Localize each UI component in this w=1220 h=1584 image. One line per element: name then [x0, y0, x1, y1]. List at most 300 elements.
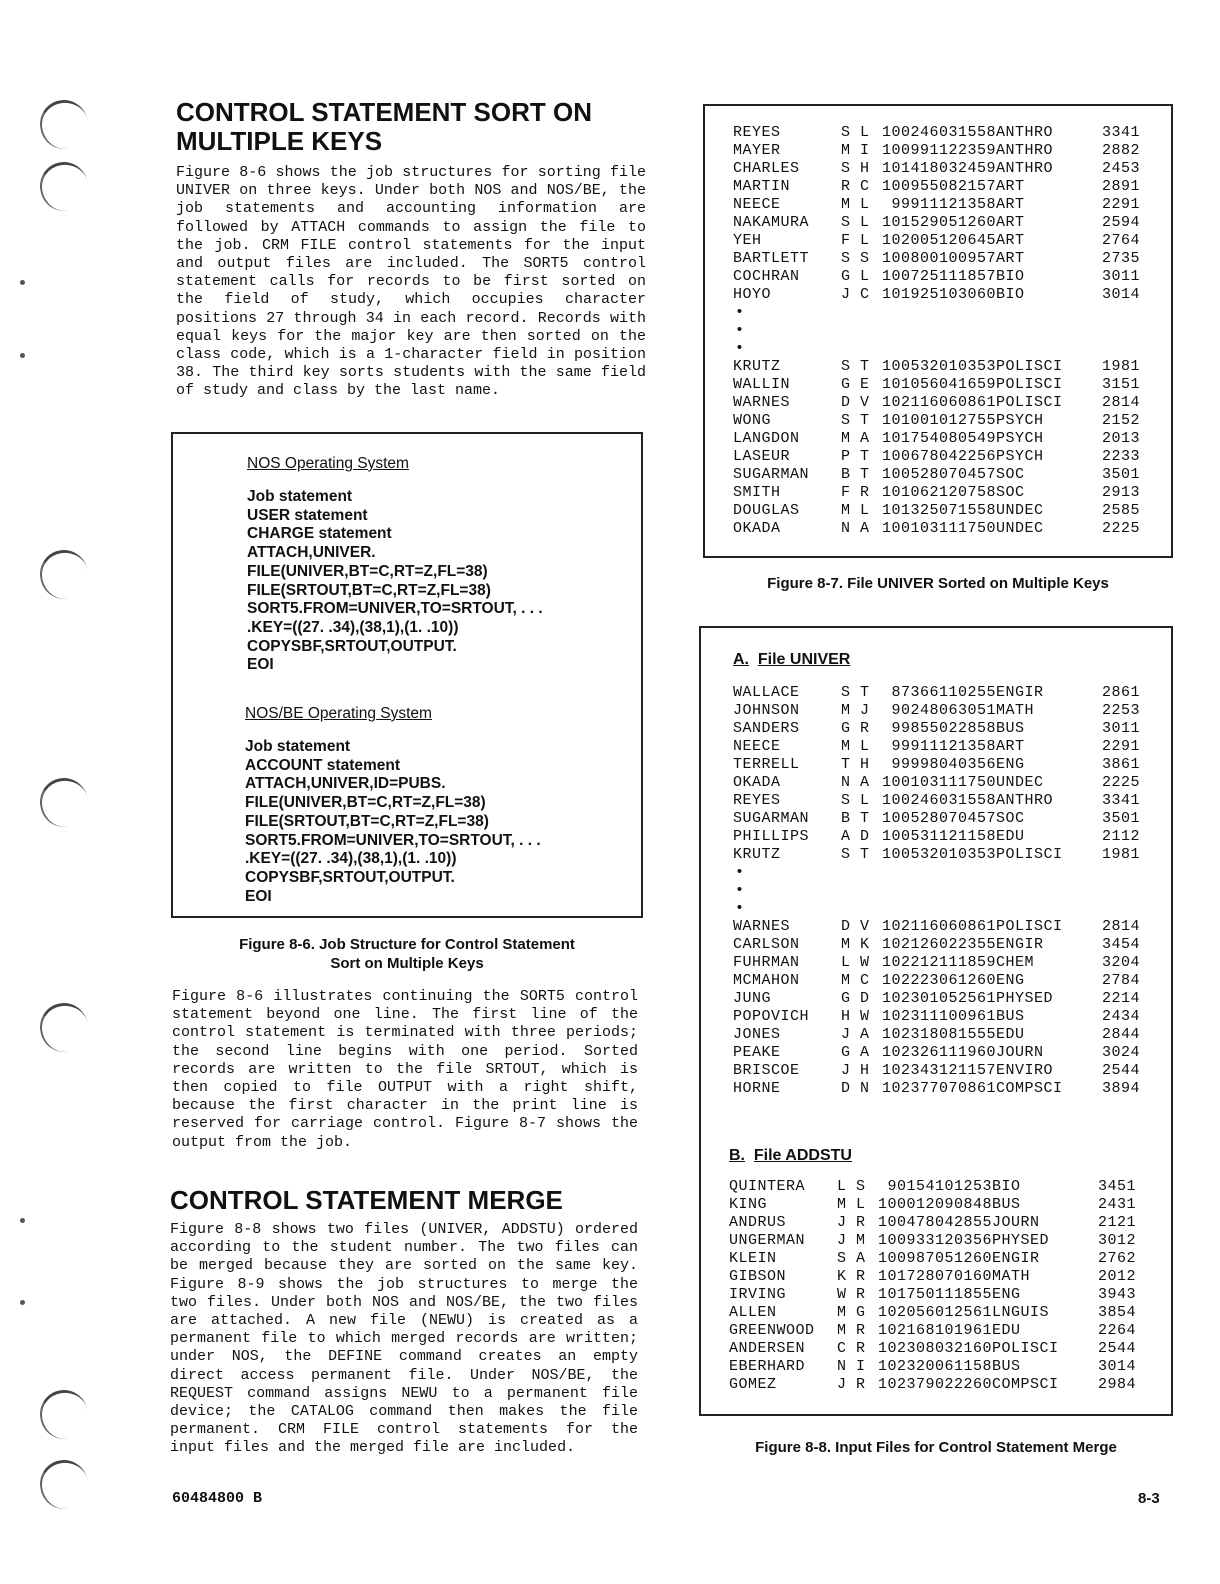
first-initial: J	[837, 1214, 847, 1231]
class-code: I	[856, 1358, 866, 1375]
record-data: 101750111855ENG	[878, 1286, 1021, 1303]
record-row	[733, 502, 1146, 520]
class-code: R	[856, 1286, 866, 1303]
student-name: SUGARMAN	[733, 810, 810, 827]
record-data: 101056041659POLISCI	[882, 376, 1063, 393]
record-data: 100987051260ENGIR	[878, 1250, 1040, 1267]
record-data: 100246031558ANTHRO	[882, 124, 1054, 141]
student-name: PEAKE	[733, 1044, 781, 1061]
first-initial: B	[841, 810, 851, 827]
student-name: CARLSON	[733, 936, 800, 953]
class-code: R	[856, 1214, 866, 1231]
binder-hole	[36, 96, 92, 153]
student-name: MCMAHON	[733, 972, 800, 989]
student-id: 2762	[1098, 1250, 1137, 1267]
first-initial: H	[841, 1008, 851, 1025]
record-row	[733, 178, 1146, 196]
record-row	[733, 756, 1146, 774]
record-data: 100532010353POLISCI	[882, 846, 1063, 863]
student-id: 2861	[1102, 684, 1141, 701]
student-name: NAKAMURA	[733, 214, 810, 231]
student-id: 2735	[1102, 250, 1141, 267]
record-row	[729, 1268, 1142, 1286]
record-data: 100012090848BUS	[878, 1196, 1021, 1213]
records-table	[733, 684, 1146, 864]
record-data: 99911121358ART	[882, 738, 1025, 755]
first-initial: S	[837, 1250, 847, 1267]
student-name: GREENWOOD	[729, 1322, 815, 1339]
class-code: N	[860, 1080, 870, 1097]
class-code: D	[860, 990, 870, 1007]
student-name: KING	[729, 1196, 768, 1213]
student-id: 3454	[1102, 936, 1141, 953]
student-name: OKADA	[733, 520, 781, 537]
binder-hole	[36, 1386, 92, 1443]
first-initial: C	[837, 1340, 847, 1357]
first-initial: R	[841, 178, 851, 195]
record-row	[733, 448, 1146, 466]
first-initial: D	[841, 394, 851, 411]
student-id: 3014	[1102, 286, 1141, 303]
record-row	[733, 412, 1146, 430]
class-code: R	[860, 720, 870, 737]
record-data: 101529051260ART	[882, 214, 1025, 231]
record-row	[733, 268, 1146, 286]
record-data: 102318081555EDU	[882, 1026, 1025, 1043]
nos-title: NOS Operating System	[247, 455, 409, 472]
student-name: BARTLETT	[733, 250, 810, 267]
student-id: 2434	[1102, 1008, 1141, 1025]
student-id: 2233	[1102, 448, 1141, 465]
student-id: 2984	[1098, 1376, 1137, 1393]
binder-hole	[36, 1456, 92, 1513]
first-initial: K	[837, 1268, 847, 1285]
job-line: ACCOUNT statement	[245, 756, 401, 774]
job-line: COPYSBF,SRTOUT,OUTPUT.	[247, 637, 457, 655]
record-row	[733, 702, 1146, 720]
student-id: 2814	[1102, 918, 1141, 935]
first-initial: M	[837, 1322, 847, 1339]
record-row	[733, 774, 1146, 792]
student-name: MAYER	[733, 142, 781, 159]
student-name: JUNG	[733, 990, 772, 1007]
student-name: FUHRMAN	[733, 954, 800, 971]
section-name: File ADDSTU	[753, 1147, 852, 1164]
record-data: 102005120645ART	[882, 232, 1025, 249]
record-data: 101418032459ANTHRO	[882, 160, 1054, 177]
record-data: 102116060861POLISCI	[882, 394, 1063, 411]
student-name: SUGARMAN	[733, 466, 810, 483]
student-name: DOUGLAS	[733, 502, 800, 519]
student-name: WALLIN	[733, 376, 791, 393]
job-line: Job statement	[245, 738, 351, 755]
class-code: T	[860, 684, 870, 701]
record-data: 102223061260ENG	[882, 972, 1025, 989]
student-name: OKADA	[733, 774, 781, 791]
first-initial: S	[841, 214, 851, 231]
section-merge	[170, 1186, 638, 1458]
first-initial: P	[841, 448, 851, 465]
ellipsis-dot: •	[735, 304, 745, 321]
record-row	[729, 1304, 1142, 1322]
student-id: 2764	[1102, 232, 1141, 249]
file-addstu-title	[729, 1146, 1142, 1166]
student-name: REYES	[733, 124, 781, 141]
student-id: 2214	[1102, 990, 1141, 1007]
record-data: 102377070861COMPSCI	[882, 1080, 1063, 1097]
record-row	[733, 484, 1146, 502]
record-data: 100103111750UNDEC	[882, 774, 1044, 791]
first-initial: M	[841, 142, 851, 159]
record-row	[733, 792, 1146, 810]
student-name: ALLEN	[729, 1304, 777, 1321]
class-code: H	[860, 1062, 870, 1079]
binder-hole	[36, 999, 92, 1056]
record-row	[733, 286, 1146, 304]
student-id: 3204	[1102, 954, 1141, 971]
student-name: GIBSON	[729, 1268, 787, 1285]
first-initial: M	[837, 1304, 847, 1321]
first-initial: B	[841, 466, 851, 483]
margin-dot	[20, 1300, 25, 1305]
class-code: C	[860, 178, 870, 195]
student-id: 3014	[1098, 1358, 1137, 1375]
record-row	[733, 142, 1146, 160]
student-name: LANGDON	[733, 430, 800, 447]
student-name: MARTIN	[733, 178, 791, 195]
class-code: L	[860, 502, 870, 519]
page-number: 8-3	[1138, 1490, 1160, 1507]
record-row	[733, 520, 1146, 538]
student-name: WARNES	[733, 394, 791, 411]
student-id: 3501	[1102, 466, 1141, 483]
figure-8-6-caption	[171, 935, 643, 973]
student-name: SMITH	[733, 484, 781, 501]
first-initial: J	[841, 1026, 851, 1043]
student-id: 2913	[1102, 484, 1141, 501]
record-data: 100531121158EDU	[882, 828, 1025, 845]
ellipsis-dot: •	[735, 322, 745, 339]
student-id: 3861	[1102, 756, 1141, 773]
student-id: 3012	[1098, 1232, 1137, 1249]
class-code: C	[860, 286, 870, 303]
record-row	[733, 376, 1146, 394]
student-name: SANDERS	[733, 720, 800, 737]
record-data: 102320061158BUS	[878, 1358, 1021, 1375]
caption-line1: Figure 8-6. Job Structure for Control Statement	[239, 936, 575, 953]
first-initial: G	[841, 376, 851, 393]
record-row	[729, 1250, 1142, 1268]
student-id: 3151	[1102, 376, 1141, 393]
record-row	[733, 828, 1146, 846]
record-data: 100103111750UNDEC	[882, 520, 1044, 537]
record-row	[733, 1044, 1146, 1062]
job-line: FILE(UNIVER,BT=C,RT=Z,FL=38)	[247, 562, 488, 580]
record-row	[733, 720, 1146, 738]
first-initial: T	[841, 756, 851, 773]
section-title-line2: MULTIPLE KEYS	[176, 126, 383, 156]
student-name: YEH	[733, 232, 762, 249]
class-code: K	[860, 936, 870, 953]
student-id: 2264	[1098, 1322, 1137, 1339]
student-id: 2225	[1102, 774, 1141, 791]
first-initial: S	[841, 250, 851, 267]
class-code: T	[860, 466, 870, 483]
first-initial: S	[841, 124, 851, 141]
job-line: FILE(SRTOUT,BT=C,RT=Z,FL=38)	[247, 581, 491, 599]
record-data: 102056012561LNGUIS	[878, 1304, 1050, 1321]
record-data: 102308032160POLISCI	[878, 1340, 1059, 1357]
record-row	[733, 972, 1146, 990]
first-initial: J	[841, 286, 851, 303]
class-code: W	[860, 954, 870, 971]
first-initial: G	[841, 720, 851, 737]
student-id: 2013	[1102, 430, 1141, 447]
student-id: 2585	[1102, 502, 1141, 519]
records-table	[733, 358, 1146, 538]
student-name: BRISCOE	[733, 1062, 800, 1079]
record-row	[733, 918, 1146, 936]
job-line: .KEY=((27. .34),(38,1),(1. .10))	[245, 850, 457, 868]
margin-dot	[20, 353, 25, 358]
record-data: 90248063051MATH	[882, 702, 1035, 719]
class-code: H	[860, 160, 870, 177]
student-id: 3341	[1102, 792, 1141, 809]
record-row	[733, 1026, 1146, 1044]
record-data: 100991122359ANTHRO	[882, 142, 1054, 159]
section-label: A.	[733, 651, 749, 668]
student-id: 2012	[1098, 1268, 1137, 1285]
first-initial: J	[841, 1062, 851, 1079]
first-initial: N	[841, 520, 851, 537]
record-row	[733, 990, 1146, 1008]
record-row	[733, 1080, 1146, 1098]
student-id: 3011	[1102, 720, 1141, 737]
record-data: 102126022355ENGIR	[882, 936, 1044, 953]
class-code: I	[860, 142, 870, 159]
class-code: R	[856, 1340, 866, 1357]
ellipsis-dot: •	[735, 864, 745, 881]
file-univer-title	[733, 650, 1146, 670]
student-name: TERRELL	[733, 756, 800, 773]
first-initial: M	[841, 502, 851, 519]
record-data: 102301052561PHYSED	[882, 990, 1054, 1007]
record-row	[729, 1376, 1142, 1394]
nos-job-structure	[247, 454, 637, 675]
record-data: 102343121157ENVIRO	[882, 1062, 1054, 1079]
class-code: L	[860, 232, 870, 249]
record-data: 100933120356PHYSED	[878, 1232, 1050, 1249]
student-name: HORNE	[733, 1080, 781, 1097]
first-initial: N	[837, 1358, 847, 1375]
record-data: 102212111859CHEM	[882, 954, 1035, 971]
class-code: A	[856, 1250, 866, 1267]
student-id: 2112	[1102, 828, 1141, 845]
class-code: S	[856, 1178, 866, 1195]
class-code: T	[860, 448, 870, 465]
figure-8-8-box	[699, 626, 1173, 1416]
section-title-line1: CONTROL STATEMENT SORT ON	[176, 97, 592, 127]
student-id: 2544	[1098, 1340, 1137, 1357]
margin-dot	[20, 1218, 25, 1223]
class-code: L	[860, 792, 870, 809]
binder-hole	[36, 546, 92, 603]
class-code: L	[860, 214, 870, 231]
first-initial: M	[841, 196, 851, 213]
student-id: 1981	[1102, 846, 1141, 863]
first-initial: D	[841, 918, 851, 935]
class-code: L	[860, 196, 870, 213]
class-code: T	[860, 846, 870, 863]
record-data: 100532010353POLISCI	[882, 358, 1063, 375]
record-row	[729, 1196, 1142, 1214]
student-id: 2891	[1102, 178, 1141, 195]
record-row	[733, 954, 1146, 972]
job-line: COPYSBF,SRTOUT,OUTPUT.	[245, 868, 455, 886]
first-initial: L	[841, 954, 851, 971]
record-row	[729, 1322, 1142, 1340]
record-data: 99855022858BUS	[882, 720, 1025, 737]
student-name: NEECE	[733, 738, 781, 755]
class-code: T	[860, 810, 870, 827]
record-data: 100528070457SOC	[882, 466, 1025, 483]
class-code: A	[860, 1044, 870, 1061]
class-code: L	[860, 268, 870, 285]
class-code: T	[860, 412, 870, 429]
document-number: 60484800 B	[172, 1490, 263, 1507]
student-name: REYES	[733, 792, 781, 809]
record-row	[733, 232, 1146, 250]
record-row	[733, 160, 1146, 178]
class-code: R	[856, 1268, 866, 1285]
first-initial: D	[841, 1080, 851, 1097]
first-initial: G	[841, 1044, 851, 1061]
record-row	[733, 810, 1146, 828]
record-row	[733, 846, 1146, 864]
student-name: WARNES	[733, 918, 791, 935]
record-data: 101001012755PSYCH	[882, 412, 1044, 429]
record-row	[733, 936, 1146, 954]
record-row	[733, 430, 1146, 448]
caption-line2: Sort on Multiple Keys	[330, 955, 484, 972]
first-initial: J	[837, 1376, 847, 1393]
record-row	[729, 1340, 1142, 1358]
class-code: V	[860, 394, 870, 411]
student-name: UNGERMAN	[729, 1232, 806, 1249]
student-name: GOMEZ	[729, 1376, 777, 1393]
record-data: 102116060861POLISCI	[882, 918, 1063, 935]
records-table	[733, 124, 1146, 304]
record-data: 100246031558ANTHRO	[882, 792, 1054, 809]
student-name: HOYO	[733, 286, 772, 303]
first-initial: W	[837, 1286, 847, 1303]
class-code: M	[856, 1232, 866, 1249]
student-id: 1981	[1102, 358, 1141, 375]
job-line: ATTACH,UNIVER.	[247, 544, 376, 562]
student-id: 2225	[1102, 520, 1141, 537]
student-id: 3451	[1098, 1178, 1137, 1195]
class-code: R	[860, 484, 870, 501]
record-row	[733, 738, 1146, 756]
section-paragraph: Figure 8-8 shows two files (UNIVER, ADDSTU) ordered according to the student number. The two files can be merged because they are sorted on the same key. Figure 8-9 shows the job structures to merge the two files. Under both NOS and NOS/BE, the two files are attached. A new file (NEWU) is created as a permanent file to which merged records are written; under NOS, the DEFINE command creates an empty direct access permanent file. Under NOS/BE, the REQUEST command assigns NEWU to a permanent file device; the CATALOG command then makes the file permanent. CRM FILE control statements for the input files and the merged file are included.	[170, 1221, 638, 1457]
student-name: IRVING	[729, 1286, 787, 1303]
job-line: Job statement	[247, 488, 353, 505]
section-title: CONTROL STATEMENT MERGE	[170, 1185, 563, 1215]
student-id: 2291	[1102, 196, 1141, 213]
record-data: 100678042256PSYCH	[882, 448, 1044, 465]
class-code: G	[856, 1304, 866, 1321]
first-initial: M	[841, 936, 851, 953]
first-initial: F	[841, 484, 851, 501]
student-id: 3024	[1102, 1044, 1141, 1061]
student-name: JONES	[733, 1026, 781, 1043]
class-code: D	[860, 828, 870, 845]
first-initial: S	[841, 160, 851, 177]
student-name: PHILLIPS	[733, 828, 810, 845]
first-initial: M	[841, 430, 851, 447]
section-label: B.	[729, 1147, 745, 1164]
class-code: L	[856, 1196, 866, 1213]
student-id: 2882	[1102, 142, 1141, 159]
student-id: 3341	[1102, 124, 1141, 141]
student-name: QUINTERA	[729, 1178, 806, 1195]
student-id: 2784	[1102, 972, 1141, 989]
record-row	[733, 250, 1146, 268]
student-id: 3894	[1102, 1080, 1141, 1097]
record-row	[733, 124, 1146, 142]
class-code: A	[860, 430, 870, 447]
record-data: 101062120758SOC	[882, 484, 1025, 501]
student-id: 3011	[1102, 268, 1141, 285]
first-initial: L	[837, 1178, 847, 1195]
record-data: 100478042855JOURN	[878, 1214, 1040, 1231]
student-name: KRUTZ	[733, 846, 781, 863]
record-data: 99911121358ART	[882, 196, 1025, 213]
ellipsis-dot: •	[735, 900, 745, 917]
record-row	[729, 1178, 1142, 1196]
figure-8-6-box	[171, 432, 643, 918]
file-addstu-section	[729, 1146, 1142, 1394]
job-line: ATTACH,UNIVER,ID=PUBS.	[245, 775, 446, 793]
job-line: SORT5.FROM=UNIVER,TO=SRTOUT, . . .	[247, 600, 543, 618]
student-id: 2121	[1098, 1214, 1137, 1231]
binder-hole	[36, 774, 92, 831]
student-name: ANDERSEN	[729, 1340, 806, 1357]
student-id: 2544	[1102, 1062, 1141, 1079]
student-name: NEECE	[733, 196, 781, 213]
record-data: 100800100957ART	[882, 250, 1025, 267]
record-data: 100955082157ART	[882, 178, 1025, 195]
record-data: 90154101253BIO	[878, 1178, 1021, 1195]
record-row	[733, 1062, 1146, 1080]
first-initial: F	[841, 232, 851, 249]
student-id: 2453	[1102, 160, 1141, 177]
first-initial: M	[841, 972, 851, 989]
student-name: KRUTZ	[733, 358, 781, 375]
job-line: FILE(UNIVER,BT=C,RT=Z,FL=38)	[245, 794, 486, 812]
student-name: ANDRUS	[729, 1214, 787, 1231]
student-name: JOHNSON	[733, 702, 800, 719]
record-row	[733, 466, 1146, 484]
class-code: A	[860, 520, 870, 537]
job-line: EOI	[247, 656, 274, 674]
job-line: EOI	[245, 887, 272, 905]
first-initial: N	[841, 774, 851, 791]
record-data: 101754080549PSYCH	[882, 430, 1044, 447]
record-data: 102168101961EDU	[878, 1322, 1021, 1339]
figure-8-7-box	[703, 104, 1173, 558]
record-data: 101325071558UNDEC	[882, 502, 1044, 519]
